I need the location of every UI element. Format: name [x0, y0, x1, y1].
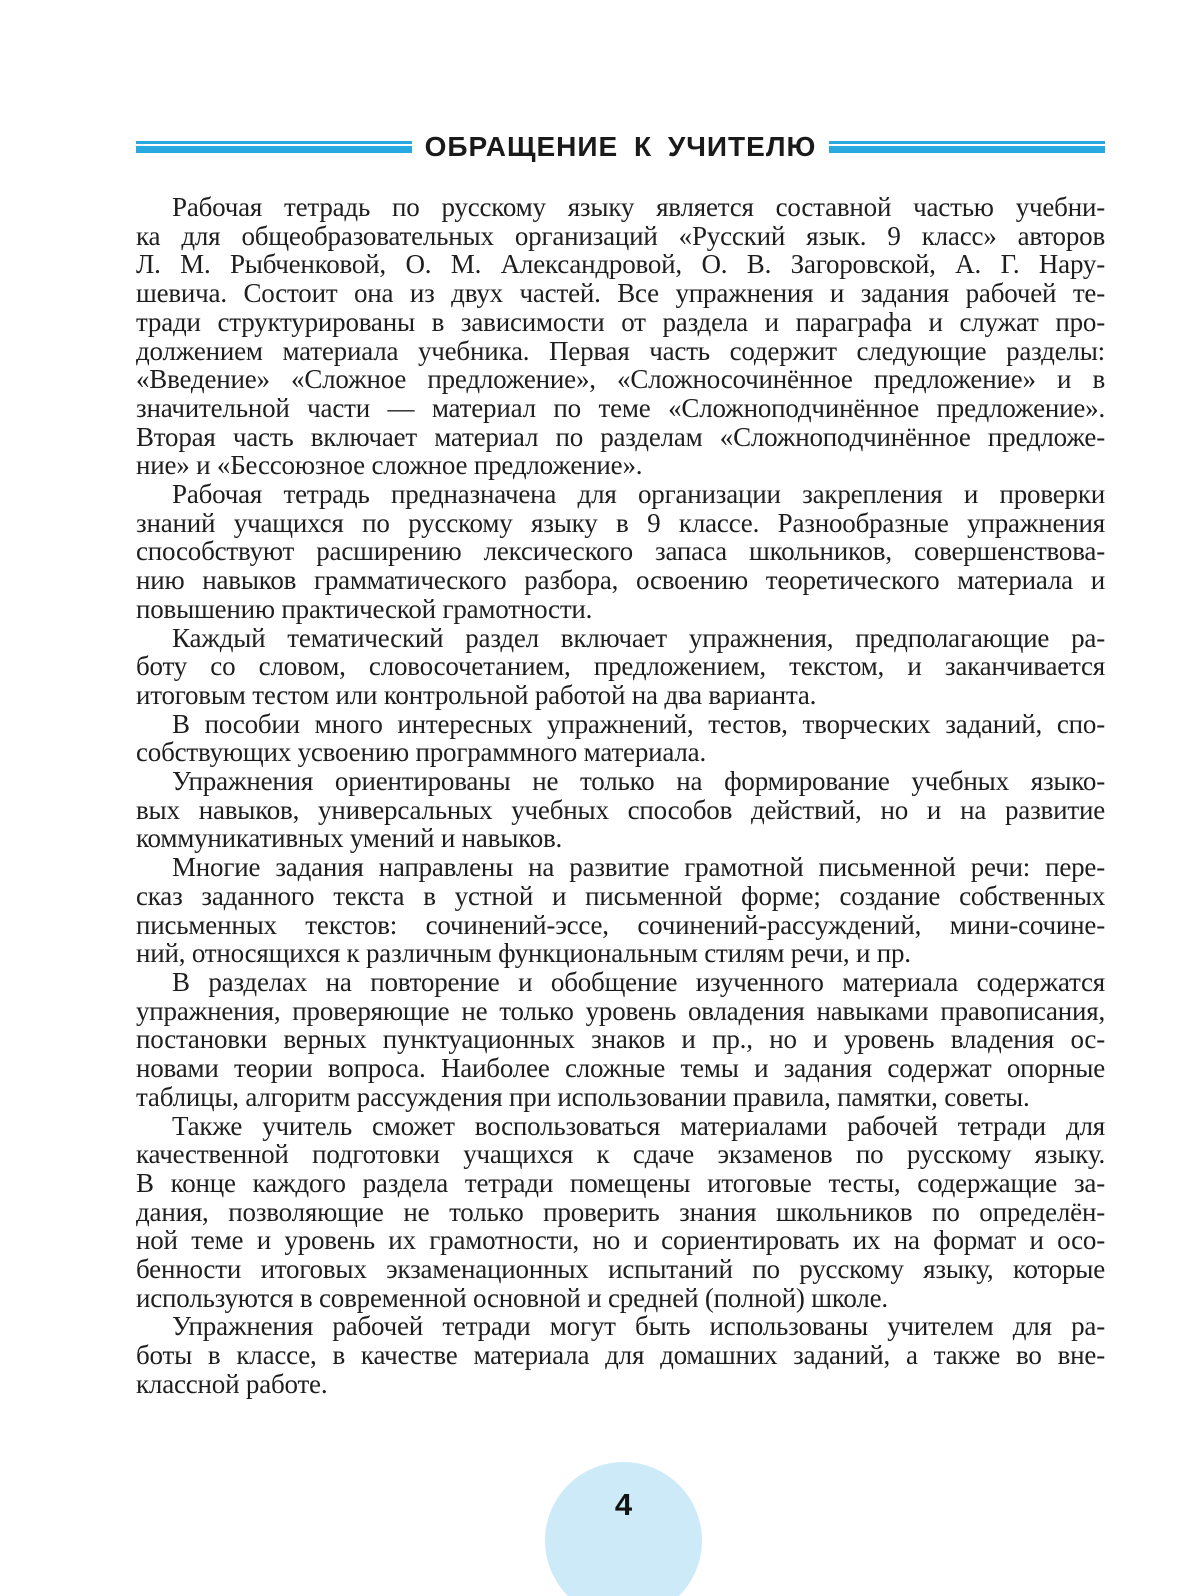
text-line: дания, позволяющие не только проверить знания школьников по определён-: [136, 1196, 1105, 1227]
content-area: [136, 131, 1105, 1399]
text-line: тради структурированы в зависимости от раздела и параграфа и служат про-: [136, 306, 1105, 337]
text-line: Многие задания направлены на развитие грамотной письменной речи: пере-: [172, 852, 1105, 883]
text-line: В разделах на повторение и обобщение изученного материала содержатся: [172, 966, 1105, 997]
text-line: таблицы, алгоритм рассуждения при использовании правила, памятки, советы.: [136, 1081, 1030, 1112]
paragraph: [136, 767, 1105, 853]
text-line: вых навыков, универсальных учебных способов действий, но и на развитие: [136, 794, 1105, 825]
paragraph: [136, 710, 1105, 767]
text-line: Вторая часть включает материал по разделам «Сложноподчинённое предложе-: [136, 421, 1105, 452]
text-line: ка для общеобразовательных организаций «Русский язык. 9 класс» авторов: [136, 220, 1105, 251]
header-rule-right: [829, 141, 1105, 153]
header-rule-right-thin-line: [829, 141, 1105, 144]
text-line: нию навыков грамматического разбора, освоению теоретического материала и: [136, 565, 1105, 596]
text-line: упражнения, проверяющие не только уровень овладения навыками правописания,: [136, 995, 1105, 1026]
text-line: Рабочая тетрадь по русскому языку является составной частью учебни-: [172, 192, 1105, 222]
text-line: Каждый тематический раздел включает упражнения, предполагающие ра-: [172, 622, 1105, 653]
header-rule-left: [136, 141, 412, 153]
text-line: значительной части — материал по теме «Сложноподчинённое предложение».: [136, 392, 1105, 423]
text-line: шевича. Состоит она из двух частей. Все упражнения и задания рабочей те-: [136, 278, 1105, 309]
paragraph: [136, 624, 1105, 710]
text-line: качественной подготовки учащихся к сдаче экзаменов по русскому языку.: [136, 1139, 1105, 1170]
text-line: используются в современной основной и средней (полной) школе.: [136, 1282, 888, 1313]
text-line: способствуют расширению лексического запаса школьников, совершенствова-: [136, 536, 1105, 567]
text-line: Упражнения рабочей тетради могут быть использованы учителем для ра-: [172, 1311, 1105, 1342]
page-title: ОБРАЩЕНИЕ К УЧИТЕЛЮ: [424, 131, 817, 162]
text-line: ние» и «Бессоюзное сложное предложение».: [136, 450, 643, 481]
text-line: ной теме и уровень их грамотности, но и сориентировать их на формат и осо-: [136, 1225, 1105, 1256]
header-rule-right-thick-line: [829, 146, 1105, 153]
text-line: классной работе.: [136, 1368, 328, 1399]
text-line: постановки верных пунктуационных знаков и пр., но и уровень владения ос-: [136, 1024, 1105, 1055]
header-rule-left-thin-line: [136, 141, 412, 144]
paragraph: [136, 968, 1105, 1112]
page-number-circle: [545, 1462, 702, 1596]
text-line: Л. М. Рыбченковой, О. М. Александровой, О. В. Загоровской, А. Г. Нару-: [136, 249, 1105, 280]
text-line: собствующих усвоению программного материала.: [136, 737, 706, 768]
text-line: боту со словом, словосочетанием, предложением, текстом, и заканчивается: [136, 651, 1105, 682]
text-line: письменных текстов: сочинений-эссе, сочинений-рассуждений, мини-сочине-: [136, 909, 1105, 940]
text-line: Также учитель сможет воспользоваться материалами рабочей тетради для: [172, 1110, 1105, 1141]
text-line: коммуникативных умений и навыков.: [136, 823, 563, 854]
body-text: [136, 193, 1105, 1399]
text-line: сказ заданного текста в устной и письменной форме; создание собственных: [136, 880, 1105, 911]
paragraph: [136, 1112, 1105, 1313]
text-line: Рабочая тетрадь предназначена для организации закрепления и проверки: [172, 479, 1105, 510]
text-line: «Введение» «Сложное предложение», «Сложносочинённое предложение» и в: [136, 364, 1105, 395]
text-line: В пособии много интересных упражнений, тестов, творческих заданий, спо-: [172, 708, 1105, 739]
paragraph: [136, 193, 1105, 480]
text-line: Упражнения ориентированы не только на формирование учебных языко-: [172, 766, 1105, 797]
paragraph: [136, 853, 1105, 968]
text-line: итоговым тестом или контрольной работой на два варианта.: [136, 679, 817, 710]
text-line: ний, относящихся к различным функциональным стилям речи, и пр.: [136, 938, 911, 969]
paragraph: [136, 1312, 1105, 1398]
text-line: знаний учащихся по русскому языку в 9 классе. Разнообразные упражнения: [136, 507, 1105, 538]
page-number: 4: [614, 1487, 633, 1522]
text-line: бенности итоговых экзаменационных испытаний по русскому языку, которые: [136, 1254, 1105, 1285]
paragraph: [136, 480, 1105, 624]
text-line: повышению практической грамотности.: [136, 593, 593, 624]
text-line: новами теории вопроса. Наиболее сложные темы и задания содержат опорные: [136, 1053, 1105, 1084]
header-rule-left-thick-line: [136, 146, 412, 153]
text-line: должением материала учебника. Первая часть содержит следующие разделы:: [136, 335, 1105, 366]
text-line: В конце каждого раздела тетради помещены итоговые тесты, содержащие за-: [136, 1167, 1105, 1198]
text-line: боты в классе, в качестве материала для домашних заданий, а также во вне-: [136, 1340, 1105, 1371]
section-header: [136, 131, 1105, 163]
